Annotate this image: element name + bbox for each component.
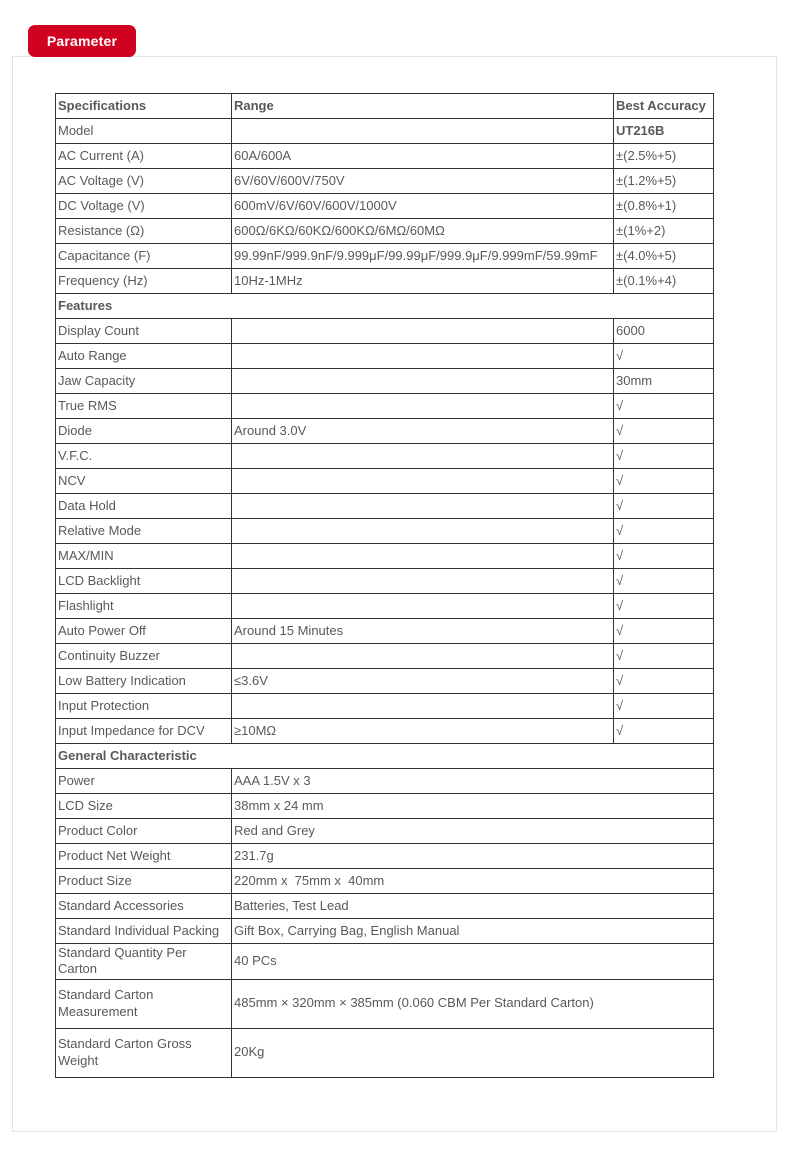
- accuracy-cell: 6000: [614, 319, 714, 344]
- table-row: [56, 344, 714, 369]
- table-row: [56, 669, 714, 694]
- range-cell: [232, 344, 614, 369]
- spec-name-cell: Standard Quantity Per Carton: [56, 944, 232, 980]
- table-row: [56, 619, 714, 644]
- accuracy-cell: √: [614, 569, 714, 594]
- range-cell: [232, 369, 614, 394]
- spec-table: [55, 93, 714, 1078]
- spec-name-cell: Product Size: [56, 869, 232, 894]
- table-row: [56, 1028, 714, 1077]
- spec-name-cell: NCV: [56, 469, 232, 494]
- table-row: [56, 269, 714, 294]
- accuracy-cell: √: [614, 719, 714, 744]
- table-row: [56, 944, 714, 980]
- range-cell: Around 3.0V: [232, 419, 614, 444]
- range-cell: 10Hz-1MHz: [232, 269, 614, 294]
- accuracy-cell: ±(1%+2): [614, 219, 714, 244]
- range-cell: [232, 319, 614, 344]
- accuracy-cell: √: [614, 619, 714, 644]
- range-cell: 40 PCs: [232, 944, 714, 980]
- spec-name-cell: Display Count: [56, 319, 232, 344]
- table-row: [56, 244, 714, 269]
- spec-name-cell: Standard Carton Measurement: [56, 979, 232, 1028]
- range-cell: [232, 469, 614, 494]
- table-row: [56, 144, 714, 169]
- range-cell: 485mm × 320mm × 385mm (0.060 CBM Per Standard Carton): [232, 979, 714, 1028]
- range-cell: 6V/60V/600V/750V: [232, 169, 614, 194]
- spec-name-cell: Auto Power Off: [56, 619, 232, 644]
- range-cell: Gift Box, Carrying Bag, English Manual: [232, 919, 714, 944]
- range-cell: 600Ω/6KΩ/60KΩ/600KΩ/6MΩ/60MΩ: [232, 219, 614, 244]
- accuracy-cell: √: [614, 419, 714, 444]
- spec-name-cell: Model: [56, 119, 232, 144]
- table-row: [56, 519, 714, 544]
- range-cell: AAA 1.5V x 3: [232, 769, 714, 794]
- spec-name-cell: MAX/MIN: [56, 544, 232, 569]
- accuracy-cell: √: [614, 344, 714, 369]
- spec-name-cell: Standard Carton Gross Weight: [56, 1028, 232, 1077]
- table-row: [56, 644, 714, 669]
- spec-name-cell: V.F.C.: [56, 444, 232, 469]
- spec-name-cell: LCD Backlight: [56, 569, 232, 594]
- table-row: [56, 494, 714, 519]
- spec-name-cell: Standard Individual Packing: [56, 919, 232, 944]
- table-row: [56, 544, 714, 569]
- range-cell: [232, 444, 614, 469]
- table-row: [56, 844, 714, 869]
- spec-name-cell: AC Voltage (V): [56, 169, 232, 194]
- accuracy-cell: √: [614, 644, 714, 669]
- range-cell: 20Kg: [232, 1028, 714, 1077]
- accuracy-cell: √: [614, 519, 714, 544]
- table-row: [56, 979, 714, 1028]
- spec-name-cell: Frequency (Hz): [56, 269, 232, 294]
- table-row: [56, 919, 714, 944]
- range-cell: 220mm x 75mm x 40mm: [232, 869, 714, 894]
- range-cell: [232, 594, 614, 619]
- spec-name-cell: Capacitance (F): [56, 244, 232, 269]
- table-row: [56, 369, 714, 394]
- column-header: Specifications: [56, 94, 232, 119]
- table-row: [56, 694, 714, 719]
- range-cell: Around 15 Minutes: [232, 619, 614, 644]
- accuracy-cell: UT216B: [614, 119, 714, 144]
- range-cell: Red and Grey: [232, 819, 714, 844]
- table-row: [56, 94, 714, 119]
- spec-name-cell: Product Net Weight: [56, 844, 232, 869]
- spec-name-cell: DC Voltage (V): [56, 194, 232, 219]
- table-row: [56, 569, 714, 594]
- section-title: General Characteristic: [56, 744, 714, 769]
- column-header: Best Accuracy: [614, 94, 714, 119]
- table-row: [56, 469, 714, 494]
- accuracy-cell: ±(0.1%+4): [614, 269, 714, 294]
- spec-name-cell: Data Hold: [56, 494, 232, 519]
- accuracy-cell: √: [614, 494, 714, 519]
- accuracy-cell: ±(0.8%+1): [614, 194, 714, 219]
- spec-name-cell: Jaw Capacity: [56, 369, 232, 394]
- range-cell: [232, 544, 614, 569]
- spec-name-cell: Auto Range: [56, 344, 232, 369]
- accuracy-cell: √: [614, 544, 714, 569]
- table-row: [56, 169, 714, 194]
- table-row: [56, 794, 714, 819]
- accuracy-cell: 30mm: [614, 369, 714, 394]
- range-cell: [232, 644, 614, 669]
- content-panel: [12, 56, 777, 1132]
- range-cell: [232, 394, 614, 419]
- spec-name-cell: Low Battery Indication: [56, 669, 232, 694]
- range-cell: 600mV/6V/60V/600V/1000V: [232, 194, 614, 219]
- table-row: [56, 444, 714, 469]
- table-row: [56, 119, 714, 144]
- range-cell: 99.99nF/999.9nF/9.999μF/99.99μF/999.9μF/9.999mF/59.99mF: [232, 244, 614, 269]
- range-cell: 231.7g: [232, 844, 714, 869]
- spec-table-body: [56, 94, 714, 1078]
- spec-name-cell: Flashlight: [56, 594, 232, 619]
- parameter-tab[interactable]: Parameter: [28, 25, 136, 57]
- spec-name-cell: True RMS: [56, 394, 232, 419]
- range-cell: 60A/600A: [232, 144, 614, 169]
- accuracy-cell: √: [614, 469, 714, 494]
- section-row: [56, 294, 714, 319]
- accuracy-cell: ±(1.2%+5): [614, 169, 714, 194]
- accuracy-cell: √: [614, 669, 714, 694]
- range-cell: 38mm x 24 mm: [232, 794, 714, 819]
- spec-name-cell: Continuity Buzzer: [56, 644, 232, 669]
- accuracy-cell: √: [614, 694, 714, 719]
- accuracy-cell: √: [614, 444, 714, 469]
- accuracy-cell: ±(4.0%+5): [614, 244, 714, 269]
- spec-name-cell: Input Impedance for DCV: [56, 719, 232, 744]
- table-row: [56, 769, 714, 794]
- accuracy-cell: √: [614, 394, 714, 419]
- spec-name-cell: Diode: [56, 419, 232, 444]
- table-row: [56, 219, 714, 244]
- range-cell: [232, 494, 614, 519]
- table-row: [56, 194, 714, 219]
- table-row: [56, 819, 714, 844]
- column-header: Range: [232, 94, 614, 119]
- accuracy-cell: ±(2.5%+5): [614, 144, 714, 169]
- table-row: [56, 419, 714, 444]
- table-row: [56, 394, 714, 419]
- spec-name-cell: Standard Accessories: [56, 894, 232, 919]
- range-cell: [232, 519, 614, 544]
- spec-name-cell: AC Current (A): [56, 144, 232, 169]
- spec-name-cell: Power: [56, 769, 232, 794]
- range-cell: ≥10MΩ: [232, 719, 614, 744]
- table-row: [56, 594, 714, 619]
- spec-name-cell: LCD Size: [56, 794, 232, 819]
- spec-name-cell: Product Color: [56, 819, 232, 844]
- table-row: [56, 869, 714, 894]
- spec-name-cell: Resistance (Ω): [56, 219, 232, 244]
- range-cell: Batteries, Test Lead: [232, 894, 714, 919]
- spec-name-cell: Input Protection: [56, 694, 232, 719]
- range-cell: [232, 694, 614, 719]
- table-row: [56, 719, 714, 744]
- spec-name-cell: Relative Mode: [56, 519, 232, 544]
- section-row: [56, 744, 714, 769]
- table-row: [56, 894, 714, 919]
- section-title: Features: [56, 294, 714, 319]
- range-cell: [232, 119, 614, 144]
- range-cell: [232, 569, 614, 594]
- table-row: [56, 319, 714, 344]
- range-cell: ≤3.6V: [232, 669, 614, 694]
- accuracy-cell: √: [614, 594, 714, 619]
